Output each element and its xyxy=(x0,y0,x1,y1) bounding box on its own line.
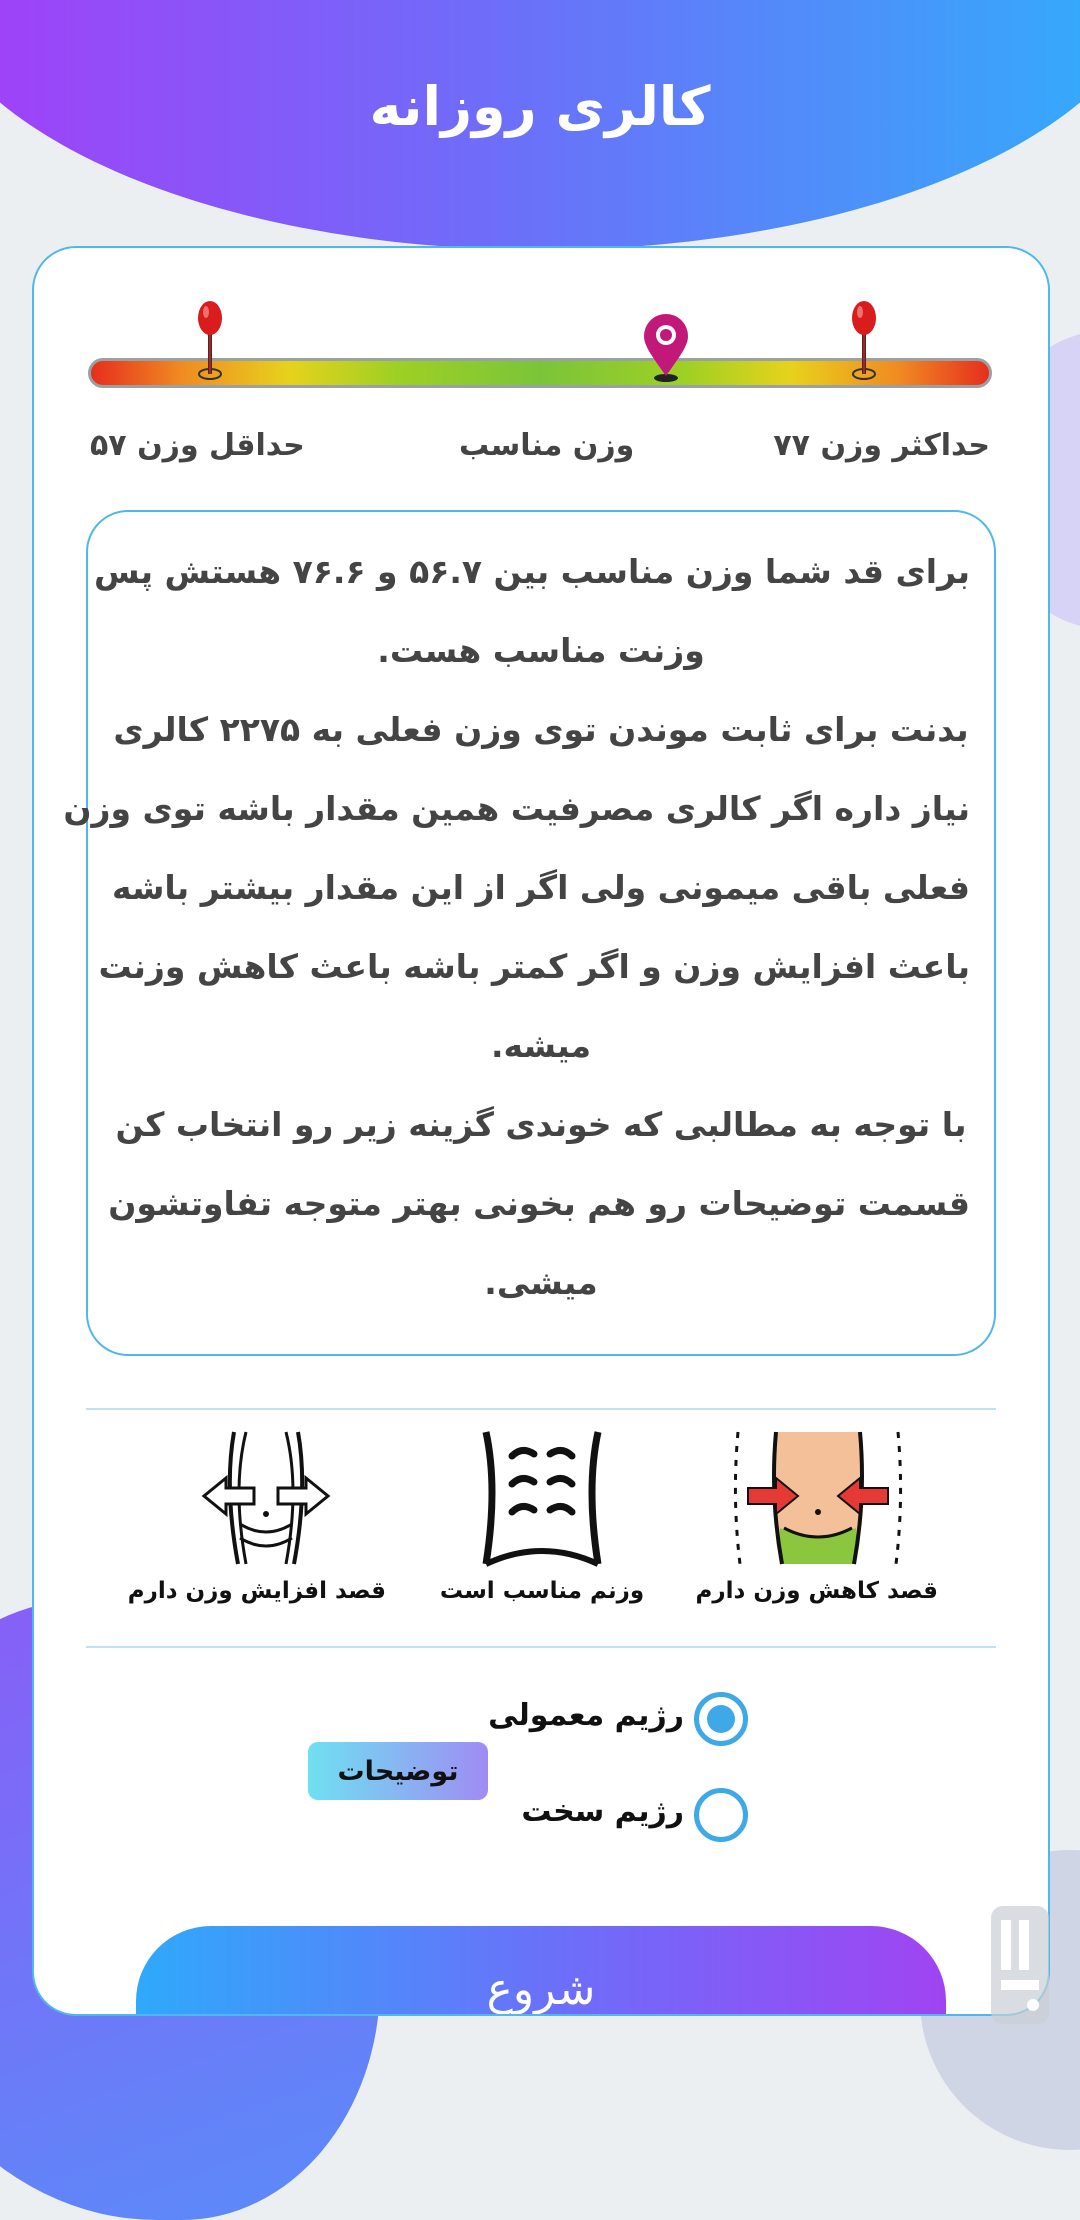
info-line: فعلی باقی میمونی ولی اگر از این مقدار بیشتر باشه xyxy=(111,868,970,907)
goal-label: قصد کاهش وزن دارم xyxy=(695,1578,938,1604)
current-weight-pin-icon xyxy=(640,312,692,384)
info-line: وزنت مناسب هست. xyxy=(377,631,705,670)
info-line: میشه. xyxy=(490,1026,592,1065)
max-weight-pin-icon xyxy=(844,300,884,380)
goal-maintain-weight[interactable] xyxy=(422,1428,662,1608)
divider xyxy=(86,1408,996,1410)
max-weight-label: حداکثر وزن ۷۷ xyxy=(773,428,990,463)
info-box xyxy=(63,510,996,1356)
info-line: میشی. xyxy=(484,1263,598,1302)
info-line: نیاز داره اگر کالری مصرفیت همین مقدار باشه توی وزن xyxy=(63,789,970,828)
info-line: باعث افزایش وزن و اگر کمتر باشه باعث کاهش وزنت xyxy=(98,947,970,986)
waist-expand-icon xyxy=(166,1428,366,1568)
min-weight-pin-icon xyxy=(190,300,230,380)
diet-normal-radio[interactable] xyxy=(694,1692,748,1746)
diet-strict-label[interactable]: رژیم سخت xyxy=(521,1794,684,1829)
store-logo-icon xyxy=(985,1900,1055,2030)
min-weight-label: حداقل وزن ۵۷ xyxy=(90,428,305,463)
info-line: قسمت توضیحات رو هم بخونی بهتر متوجه تفاوتشون xyxy=(108,1184,970,1223)
fit-weight-label: وزن مناسب xyxy=(459,428,635,463)
waist-shrink-icon xyxy=(718,1428,918,1568)
info-line: با توجه به مطالبی که خوندی گزینه زیر رو انتخاب کن xyxy=(115,1105,967,1144)
goal-label: قصد افزایش وزن دارم xyxy=(127,1578,386,1604)
description-button[interactable]: توضیحات xyxy=(308,1742,488,1800)
goal-label: وزنم مناسب است xyxy=(439,1578,645,1604)
goal-lose-weight[interactable] xyxy=(695,1428,938,1608)
divider xyxy=(86,1646,996,1648)
main-card xyxy=(32,246,1050,2016)
abs-icon xyxy=(442,1428,642,1568)
diet-strict-radio[interactable] xyxy=(694,1788,748,1842)
start-button[interactable]: شروع xyxy=(136,1926,946,2016)
info-line: بدنت برای ثابت موندن توی وزن فعلی به ۲۲۷۵ کالری xyxy=(113,710,969,749)
diet-normal-label[interactable]: رژیم معمولی xyxy=(488,1698,684,1733)
info-line: برای قد شما وزن مناسب بین ۵۶.۷ و ۷۶.۶ هستش پس xyxy=(93,552,970,591)
page-title: کالری روزانه xyxy=(369,75,711,138)
goal-gain-weight[interactable] xyxy=(127,1428,386,1608)
